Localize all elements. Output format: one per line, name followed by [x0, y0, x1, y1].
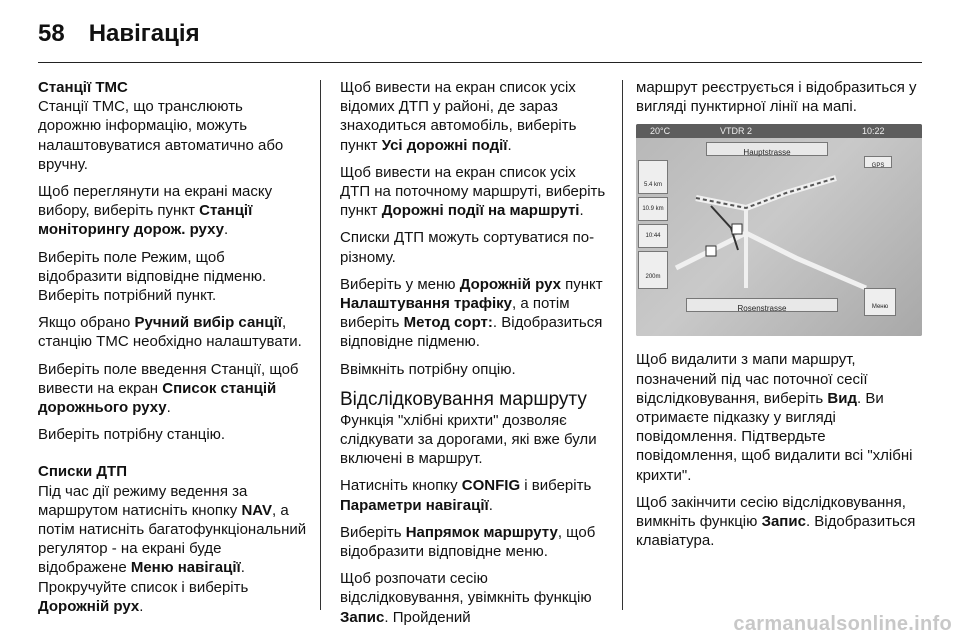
gps-badge: GPS	[864, 156, 892, 168]
column-3	[636, 78, 926, 558]
paragraph: Виберіть поле Режим, щоб відобразити відповідне підменю. Виберіть потрібний пункт.	[38, 248, 267, 305]
street-label-top: Hauptstrasse	[706, 142, 828, 156]
paragraph: Виберіть поле введення Станції, щоб вивести на екран Список станцій дорожнього руху.	[38, 360, 299, 417]
paragraph: Щоб видалити з мапи маршрут, позначений під час поточної сесії відслідковування, виберіть Вид. Ви отримаєте підказку у вигляді повідомлення. Підтвердьте повідомлення, щоб видалити всі "хлібні крихти".	[636, 351, 913, 484]
paragraph: Виберіть Напрямок маршруту, щоб відобразити відповідне меню.	[340, 523, 596, 561]
paragraph: Натисніть кнопку CONFIG і виберіть Параметри навігації.	[340, 477, 592, 514]
distance-1: 5.4 km	[638, 160, 668, 194]
paragraph: маршрут реєструється і відобразиться у вигляді пунктирної лінії на мапі.	[636, 79, 917, 116]
page-number: 58	[38, 20, 65, 47]
screen-temperature: 20°C	[650, 126, 671, 137]
paragraph: Щоб закінчити сесію відслідковування, вимкніть функцію Запис. Відобразиться клавіатура.	[636, 493, 916, 550]
paragraph: Виберіть потрібну станцію.	[38, 426, 226, 444]
navigation-screen-image	[636, 124, 922, 336]
heading-tmc-stations: Станції TMC	[38, 79, 128, 96]
street-label-bottom: Rosenstrasse	[686, 298, 838, 312]
header-rule	[38, 62, 922, 63]
paragraph: Виберіть у меню Дорожній рух пункт Налаштування трафіку, а потім виберіть Метод сорт:. Відобразиться відповідне підменю.	[340, 275, 603, 351]
screen-side-panel	[638, 160, 668, 284]
screen-station: VTDR 2	[720, 126, 753, 137]
menu-button: Меню	[864, 288, 896, 316]
column-divider-1	[320, 80, 321, 610]
column-divider-2	[622, 80, 623, 610]
distance-2: 10.9 km	[638, 197, 668, 221]
paragraph: Щоб розпочати сесію відслідковування, увімкніть функцію Запис. Пройдений	[340, 570, 592, 626]
paragraph: Під час дії режиму ведення за маршрутом натисніть кнопку NAV, а потім натисніть багатофункціональний регулятор - на екрані буде відображене Меню навігації. Прокручуйте список і виберіть Дорожній рух.	[38, 482, 307, 615]
page-header	[38, 16, 200, 52]
paragraph: Щоб вивести на екран список усіх відомих ДТП у районі, де зараз знаходиться автомобіль, виберіть пункт Усі дорожні події.	[340, 79, 577, 154]
paragraph: Ввімкніть потрібну опцію.	[340, 360, 516, 378]
paragraph: Щоб переглянути на екрані маску вибору, виберіть пункт Станції моніторингу дорож. руху.	[38, 183, 273, 239]
column-2	[340, 78, 610, 635]
paragraph: Списки ДТП можуть сортуватися по-різному.	[340, 229, 595, 266]
arrival-time: 10:44	[638, 224, 668, 248]
paragraph: Станції TMC, що транслюють дорожню інформацію, можуть налаштовуватися автоматично або вручну.	[38, 98, 284, 173]
heading-incident-lists: Списки ДТП	[38, 463, 127, 481]
paragraph: Якщо обрано Ручний вибір санції, станцію TMC необхідно налаштувати.	[38, 314, 302, 351]
page-title: Навігація	[88, 20, 200, 47]
map-area	[636, 138, 922, 336]
watermark: carmanualsonline.info	[733, 613, 952, 635]
paragraph: Функція "хлібні крихти" дозволяє слідкувати за дорогами, які вже були включені в маршрут.	[340, 411, 597, 468]
heading-route-tracking: Відслідковування маршруту	[340, 388, 587, 410]
map-scale: 200m	[638, 251, 668, 289]
paragraph: Щоб вивести на екран список усіх ДТП на поточному маршруті, виберіть пункт Дорожні події на маршруті.	[340, 163, 606, 220]
screen-status-bar	[636, 124, 922, 138]
column-1	[38, 78, 308, 624]
screen-clock: 10:22	[862, 126, 885, 137]
